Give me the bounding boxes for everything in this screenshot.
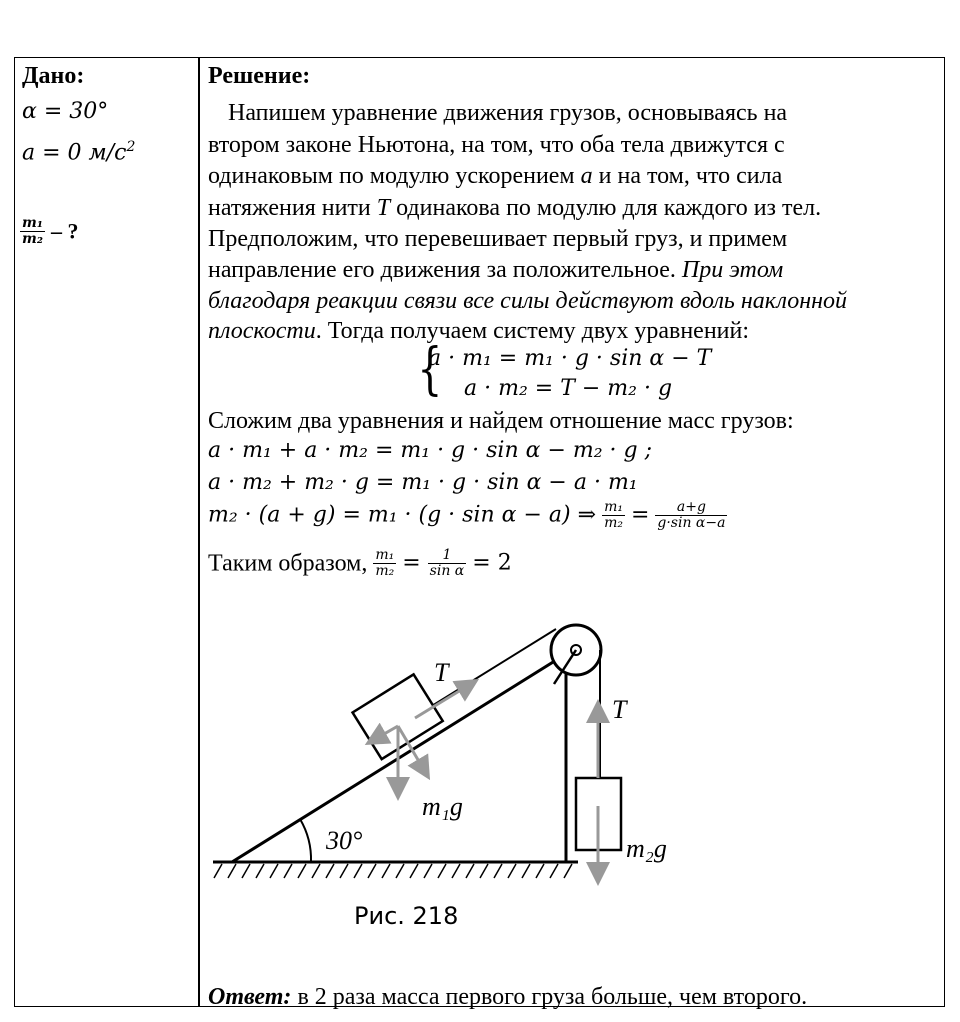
conclusion: Таким образом, $\frac{\text{m₁}}{\text{m₂}}$ = $\frac{1}{\text{sin α}}$ = 2 bbox=[208, 547, 512, 579]
figure-caption: Рис. 218 bbox=[354, 902, 459, 930]
solution-line-7: благодаря реакции связи все силы действуют вдоль наклонной bbox=[208, 288, 848, 314]
solution-header: Решение: bbox=[208, 63, 311, 89]
solution-line-3: одинаковым по модулю ускорением a и на том, что сила bbox=[208, 163, 783, 189]
ground-hatch bbox=[242, 864, 250, 878]
equation-2: a · m₂ + m₂ · g = m₁ · g · sin α − a · m₁ bbox=[208, 470, 638, 495]
ground-hatch bbox=[522, 864, 530, 878]
solution-line-6: направление его движения за положительное. При этом bbox=[208, 257, 784, 283]
solution-line-1: Напишем уравнение движения грузов, основываясь на bbox=[228, 100, 788, 126]
solution-line-2: втором законе Ньютона, на том, что оба тела движутся с bbox=[208, 132, 785, 158]
ground-hatch bbox=[312, 864, 320, 878]
solution-line-5: Предположим, что перевешивает первый груз, и примем bbox=[208, 226, 788, 252]
ground-hatch bbox=[214, 864, 222, 878]
ground-hatch bbox=[298, 864, 306, 878]
equation-3: m₂ · (a + g) = m₁ · (g · sin α − a) ⇒ $\frac{\text{m₁}}{\text{m₂}}$ = $\frac{a+g}{\text{g·sin α−a}}$ bbox=[208, 499, 726, 531]
ground-hatch bbox=[270, 864, 278, 878]
angle-arc bbox=[300, 819, 311, 862]
ground-hatch bbox=[410, 864, 418, 878]
solution-line-8: плоскости. Тогда получаем систему двух уравнений: bbox=[208, 318, 750, 344]
ground-hatch bbox=[494, 864, 502, 878]
system-brace: { bbox=[417, 337, 443, 402]
given-angle: α = 30° bbox=[22, 99, 109, 124]
label-m1g: m₁g bbox=[422, 792, 463, 821]
equation-1: a · m₁ + a · m₂ = m₁ · g · sin α − m₂ · g ; bbox=[208, 438, 653, 463]
solution-line-4: натяжения нити T одинакова по модулю для каждого из тел. bbox=[208, 195, 822, 221]
ground-hatch bbox=[480, 864, 488, 878]
ground-hatch bbox=[424, 864, 432, 878]
ground-hatch bbox=[550, 864, 558, 878]
ground-hatch bbox=[256, 864, 264, 878]
ground bbox=[213, 862, 578, 878]
system-eq-2: a · m₂ = T − m₂ · g bbox=[464, 376, 673, 401]
label-tension-1: T bbox=[434, 658, 449, 687]
answer: Ответ: в 2 раза масса первого груза больше, чем второго. bbox=[208, 984, 808, 1010]
ground-hatch bbox=[354, 864, 362, 878]
ground-hatch bbox=[326, 864, 334, 878]
given-find: $\frac{\text{m₁}}{\text{m₂}}$ – ? bbox=[22, 215, 79, 247]
ground-hatch bbox=[368, 864, 376, 878]
solution-line-9: Сложим два уравнения и найдем отношение масс грузов: bbox=[208, 408, 794, 434]
ground-hatch bbox=[340, 864, 348, 878]
label-tension-2: T bbox=[612, 695, 627, 724]
ground-hatch bbox=[396, 864, 404, 878]
ground-hatch bbox=[284, 864, 292, 878]
label-m2g: m₂g bbox=[626, 834, 667, 863]
ground-hatch bbox=[466, 864, 474, 878]
ground-hatch bbox=[452, 864, 460, 878]
given-acceleration: a = 0 $м/с^2$ bbox=[22, 139, 136, 166]
system-eq-1: a · m₁ = m₁ · g · sin α − T bbox=[428, 346, 712, 371]
ground-hatch bbox=[438, 864, 446, 878]
given-header: Дано: bbox=[22, 63, 85, 89]
ground-hatch bbox=[228, 864, 236, 878]
ground-hatch bbox=[382, 864, 390, 878]
ground-hatch bbox=[536, 864, 544, 878]
label-angle: 30° bbox=[326, 826, 363, 855]
ground-hatch bbox=[508, 864, 516, 878]
ground-hatch bbox=[564, 864, 572, 878]
